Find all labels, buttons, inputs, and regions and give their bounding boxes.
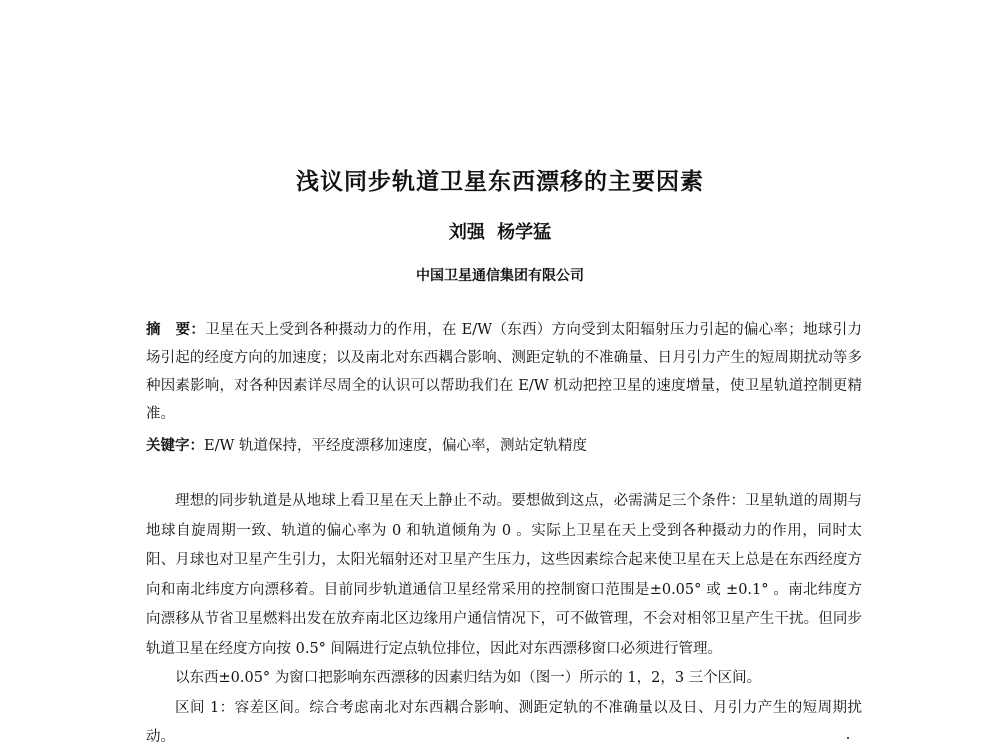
- body-paragraph: 以东西±0.05° 为窗口把影响东西漂移的因素归结为如（图一）所示的 1，2，3 三个区间。: [175, 670, 762, 686]
- paper-authors: 刘强 杨学猛: [448, 222, 552, 243]
- keywords-text: E/W 轨道保持，平经度漂移加速度，偏心率，测站定轨精度: [204, 438, 587, 454]
- paper-affiliation: 中国卫星通信集团有限公司: [416, 268, 584, 284]
- body-text: [146, 487, 862, 753]
- keywords-label: 关键字：: [146, 438, 204, 454]
- paper-title: 浅议同步轨道卫星东西漂移的主要因素: [296, 169, 704, 195]
- scan-speck: [847, 737, 849, 739]
- keywords: [146, 432, 862, 460]
- body-paragraph: 理想的同步轨道是从地球上看卫星在天上静止不动。要想做到这点，必需满足三个条件：卫星轨道的周期与地球自旋周期一致、轨道的偏心率为 0 和轨道倾角为 0 。实际上卫星在天上受到各种摄动力的作用，同时太阳、月球也对卫星产生引力，太阳光辐射还对卫星产生压力，这些因素综合起来使卫星在天上总是在东西经度方向和南北纬度方向漂移着。目前同步轨道通信卫星经常采用的控制窗口范围是±0.05° 或 ±0.1° 。南北纬度方向漂移从节省卫星燃料出发在放弃南北区边缘用户通信情况下，可不做管理，不会对相邻卫星产生干扰。但同步轨道卫星在经度方向按 0.5° 间隔进行定点轨位排位，因此对东西漂移窗口必须进行管理。: [146, 493, 862, 657]
- body-paragraph: 区间 1：容差区间。综合考虑南北对东西耦合影响、测距定轨的不准确量以及日、月引力产生的短周期扰动。: [146, 699, 862, 745]
- abstract: [146, 316, 862, 428]
- abstract-label: 摘 要：: [146, 322, 206, 338]
- abstract-text: 卫星在天上受到各种摄动力的作用，在 E/W（东西）方向受到太阳辐射压力引起的偏心率；地球引力场引起的经度方向的加速度；以及南北对东西耦合影响、测距定轨的不准确量、日月引力产生的短周期扰动等多种因素影响，对各种因素详尽周全的认识可以帮助我们在 E/W 机动把控卫星的速度增量，使卫星轨道控制更精准。: [146, 322, 863, 422]
